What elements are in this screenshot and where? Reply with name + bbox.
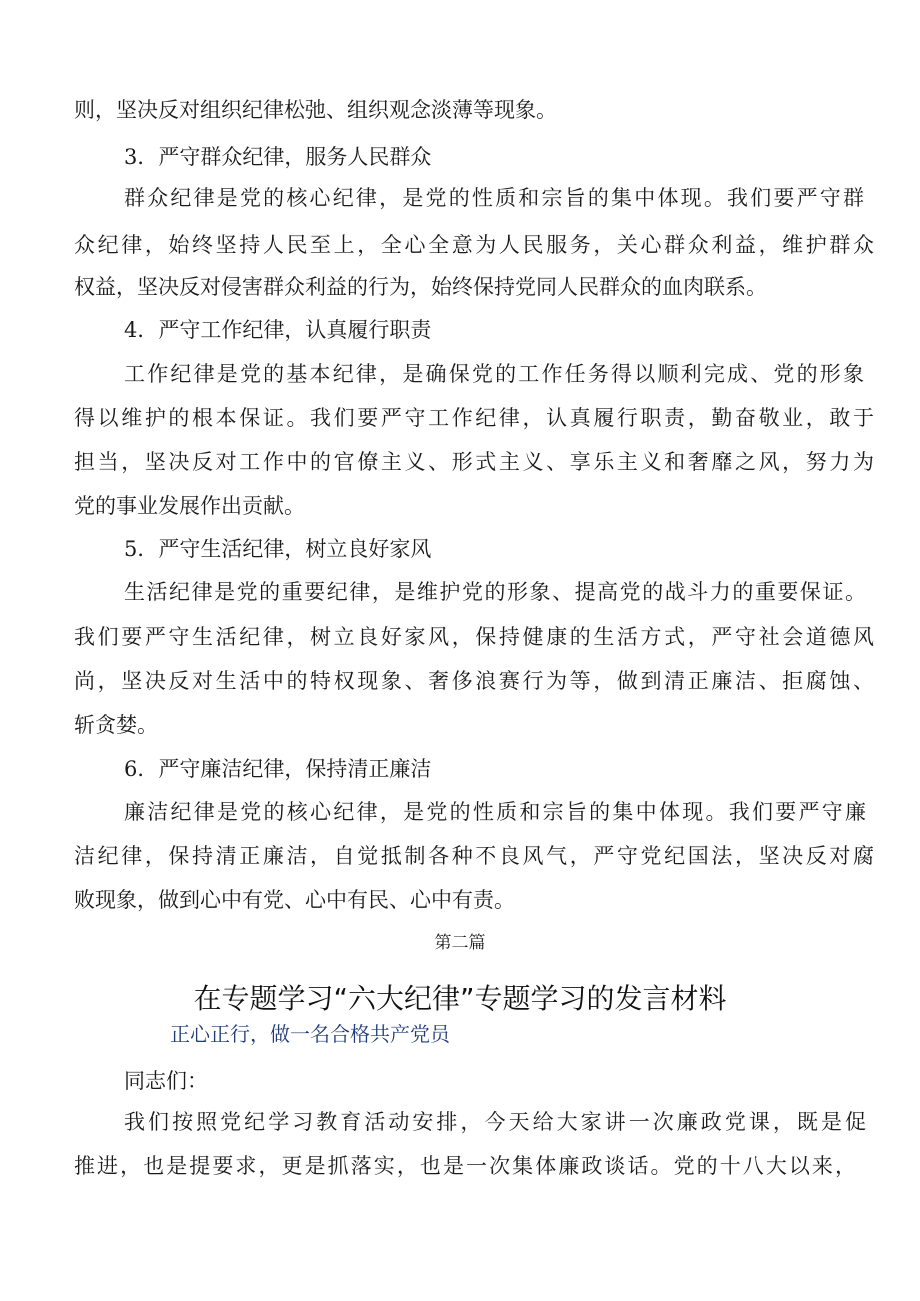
section-heading-5: 5．严守生活纪律，树立良好家风	[124, 537, 432, 561]
paragraph-line: 得以维护的根本保证。我们要严守工作纪律，认真履行职责，勤奋敬业，敢于	[74, 406, 874, 430]
paragraph-line: 权益，坚决反对侵害群众利益的行为，始终保持党同人民群众的血肉联系。	[74, 275, 767, 299]
paragraph-line: 我们按照党纪学习教育活动安排，今天给大家讲一次廉政党课，既是促	[124, 1110, 866, 1134]
paragraph-line: 担当，坚决反对工作中的官僚主义、形式主义、享乐主义和奢靡之风，努力为	[74, 450, 874, 474]
paragraph-line: 我们要严守生活纪律，树立良好家风，保持健康的生活方式，严守社会道德风	[74, 625, 874, 649]
section-heading-3: 3．严守群众纪律，服务人民群众	[124, 145, 432, 169]
paragraph-line: 廉洁纪律是党的核心纪律，是党的性质和宗旨的集中体现。我们要严守廉	[124, 800, 866, 824]
main-title: 在专题学习“六大纪律”专题学习的发言材料	[193, 982, 727, 1015]
paragraph-line: 斩贪婪。	[74, 713, 158, 737]
section-heading-6: 6．严守廉洁纪律，保持清正廉洁	[124, 757, 432, 781]
paragraph-line: 洁纪律，保持清正廉洁，自觉抵制各种不良风气，严守党纪国法，坚决反对腐	[74, 844, 874, 868]
paragraph-line: 党的事业发展作出贡献。	[74, 494, 305, 518]
paragraph-line: 尚，坚决反对生活中的特权现象、奢侈浪赛行为等，做到清正廉洁、拒腐蚀、	[74, 669, 874, 693]
greeting: 同志们：	[124, 1069, 208, 1093]
section-label: 第二篇	[434, 933, 486, 953]
paragraph-line: 生活纪律是党的重要纪律，是维护党的形象、提高党的战斗力的重要保证。	[124, 580, 866, 604]
subtitle: 正心正行，做一名合格共产党员	[170, 1022, 450, 1046]
paragraph-line: 败现象，做到心中有党、心中有民、心中有责。	[74, 888, 515, 912]
paragraph-line: 众纪律，始终坚持人民至上，全心全意为人民服务，关心群众利益，维护群众	[74, 233, 874, 257]
paragraph-line: 则，坚决反对组织纪律松弛、组织观念淡薄等现象。	[74, 98, 557, 122]
paragraph-line: 工作纪律是党的基本纪律，是确保党的工作任务得以顺利完成、党的形象	[124, 362, 864, 386]
paragraph-line: 群众纪律是党的核心纪律，是党的性质和宗旨的集中体现。我们要严守群	[124, 186, 864, 210]
paragraph-line: 推进，也是提要求，更是抓落实，也是一次集体廉政谈话。党的十八大以来，	[74, 1154, 856, 1178]
section-heading-4: 4．严守工作纪律，认真履行职责	[124, 318, 432, 342]
